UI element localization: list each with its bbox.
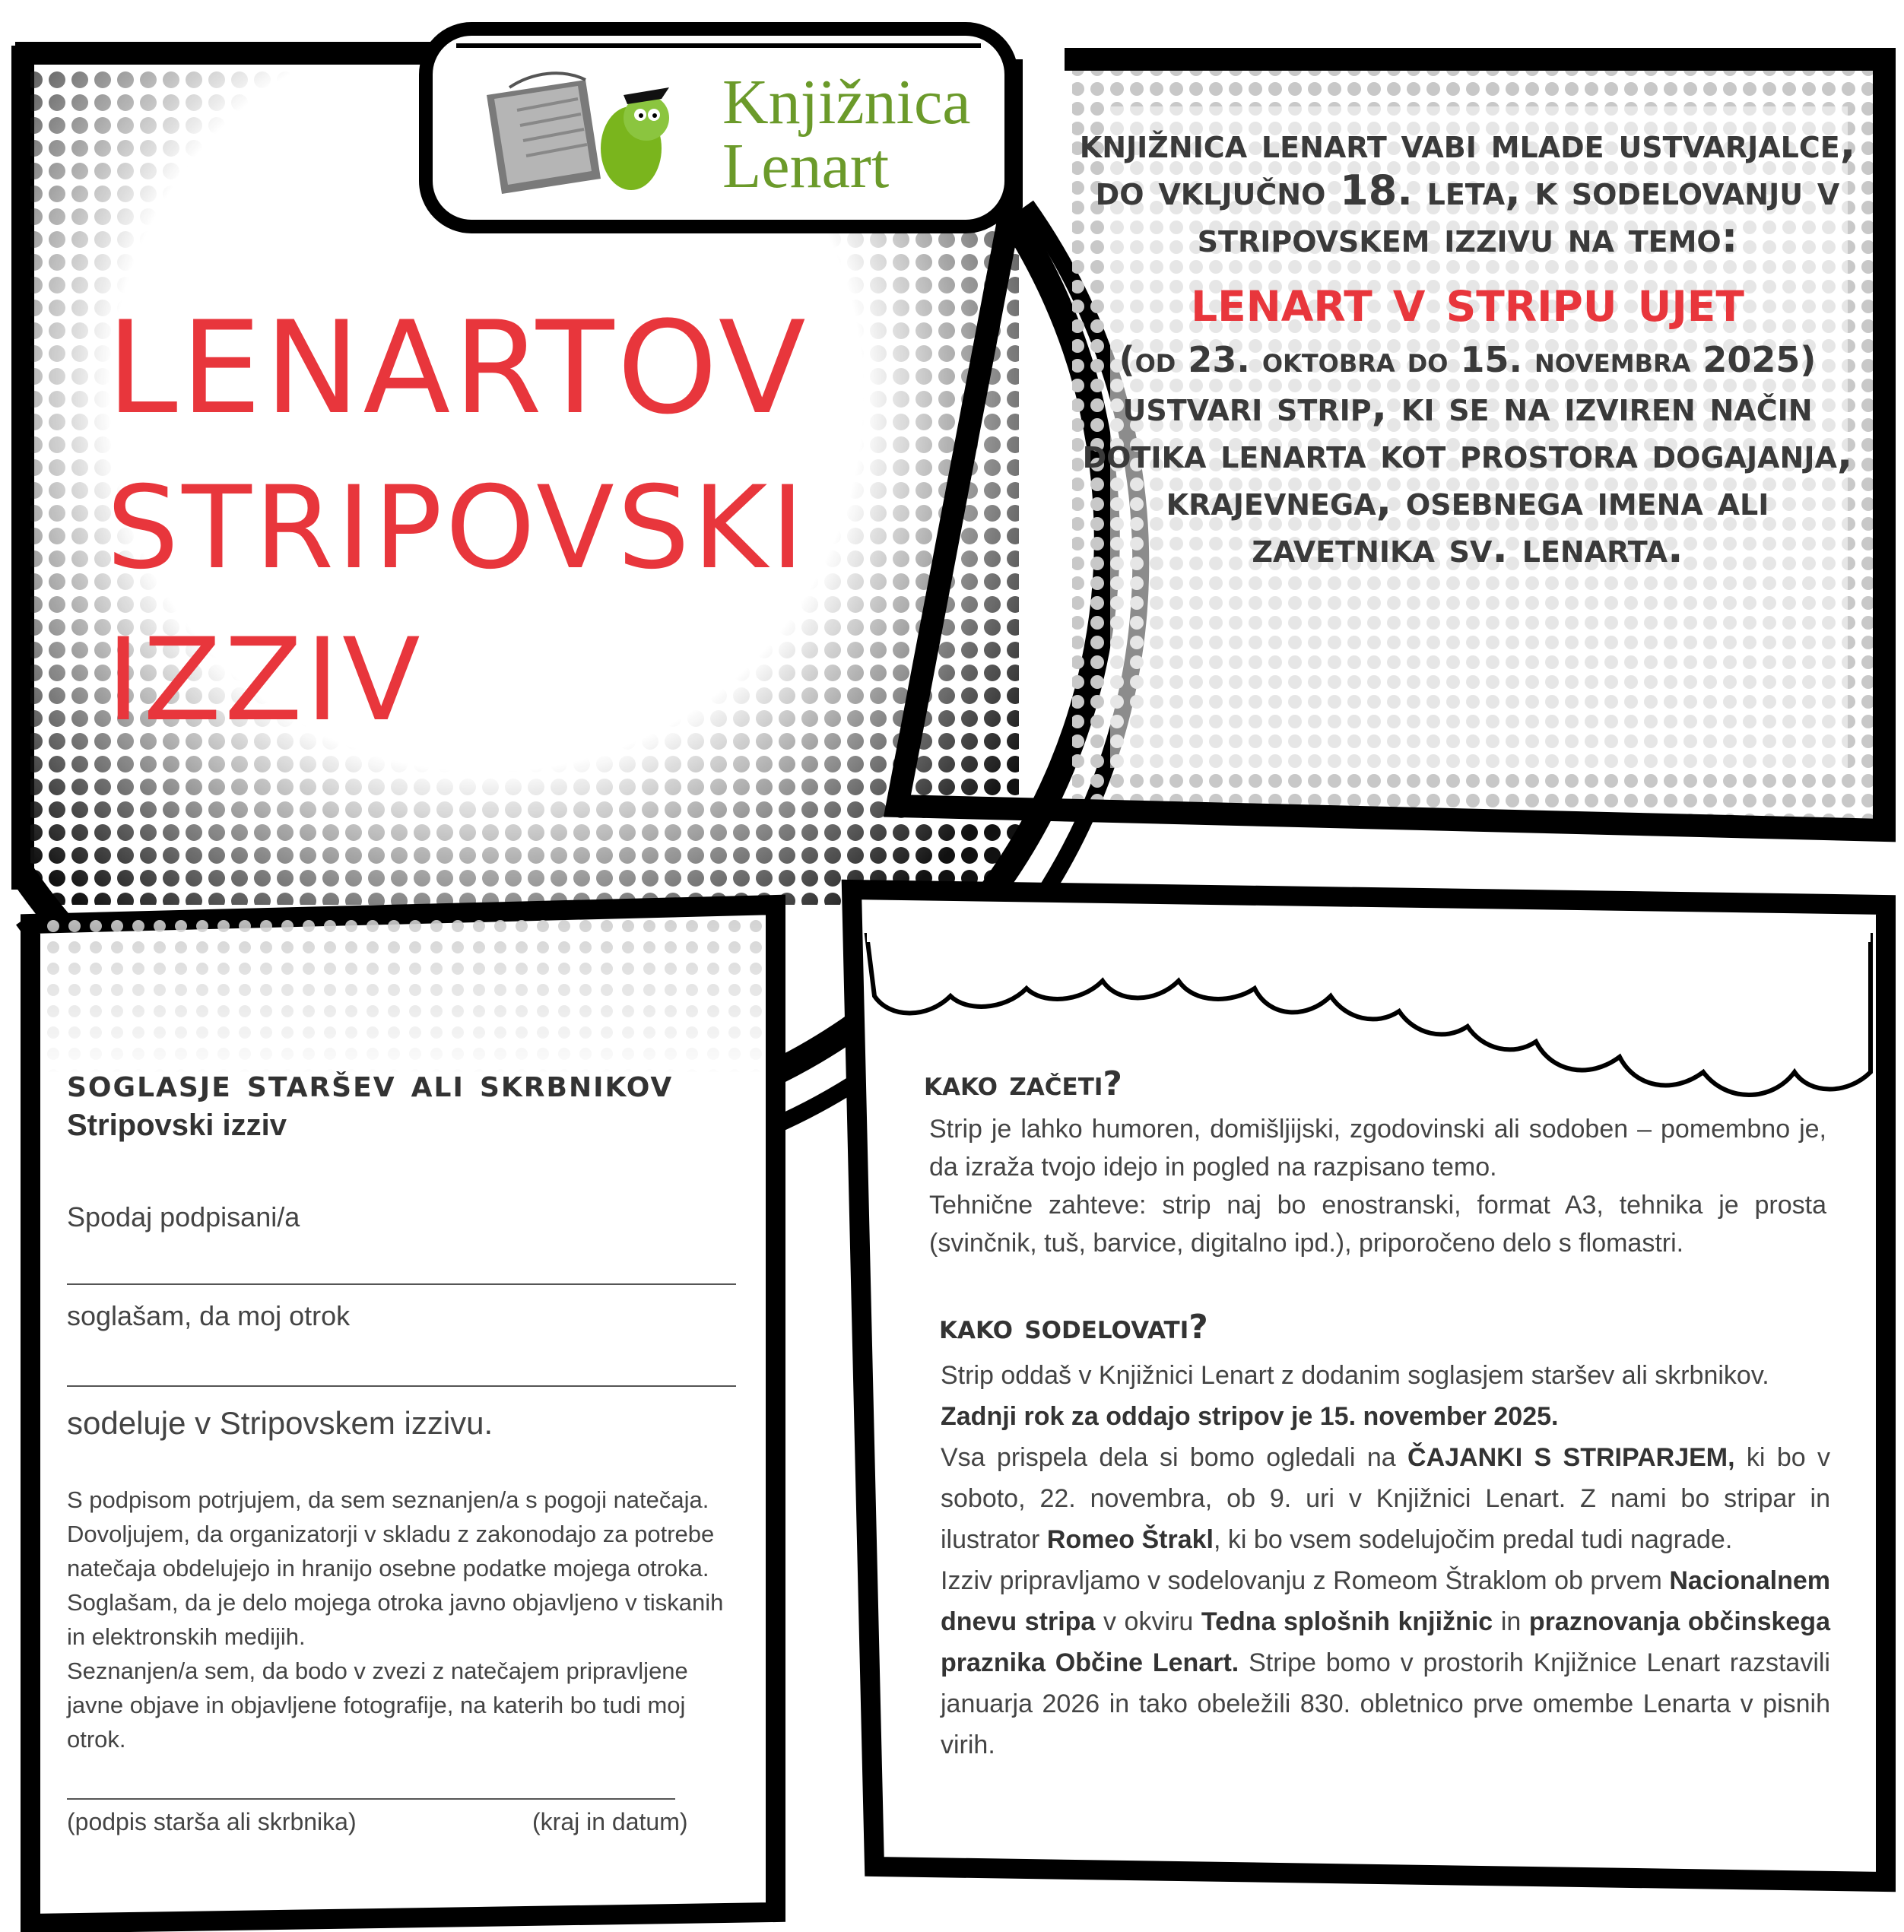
form-label-participates: sodeluje v Stripovskem izzivu.	[67, 1405, 493, 1441]
how-start-p1: Strip je lahko humoren, domišljijski, zgodovinski ali sodoben – pomembno je, da izraža tvojo idejo in pogled na razpisano temo.	[929, 1115, 1826, 1182]
consent-3: Soglašam, da je delo mojega otroka javno objavljeno v tiskanih in elektronskih medijih.	[67, 1589, 724, 1650]
p3-d: Tedna splošnih knjižnic	[1201, 1607, 1493, 1636]
consent-2: Dovoljujem, da organizatorji v skladu z zakonodajo za potrebe natečaja obdelujejo in hranijo osebne podatke mojega otroka.	[67, 1521, 715, 1581]
consent-4: Seznanjen/a sem, da bodo v zvezi z natečajem pripravljene javne objave in objavljene fotografije, na katerih bo tudi moj otrok.	[67, 1658, 688, 1753]
p2-event: ČAJANKI S STRIPARJEM,	[1407, 1443, 1735, 1472]
p2-artist: Romeo Štrakl	[1046, 1525, 1214, 1554]
form-label-signed: Spodaj podpisani/a	[67, 1201, 300, 1232]
intro-dates: (od 23. oktobra do 15. novembra 2025)	[1119, 339, 1817, 380]
title-line-1: LENARTOV	[106, 293, 809, 443]
form-name-line[interactable]	[67, 1283, 736, 1285]
how-join-p1: Strip oddaš v Knjižnici Lenart z dodanim soglasjem staršev ali skrbnikov.	[941, 1361, 1769, 1390]
title-line-3: IZZIV	[106, 614, 424, 747]
how-join-p3	[941, 1560, 1830, 1765]
how-start-heading: kako začeti?	[924, 1064, 1122, 1103]
how-start-text	[929, 1110, 1826, 1262]
p3-a: Izziv pripravljamo v sodelovanju z Romeom Štraklom ob prvem	[941, 1566, 1670, 1595]
intro-description: ustvari strip, ki se na izviren način dotika lenarta kot prostora dogajanja, krajevnega, osebnega imena ali zavetnika sv. lenarta.	[1082, 382, 1853, 572]
library-logo	[471, 57, 996, 209]
form-sign-label: (podpis starša ali skrbnika)	[67, 1808, 357, 1835]
intro-theme: lenart v stripu ujet	[1191, 267, 1744, 335]
p3-f: praznovanja občinskega praznika Občine Lenart.	[941, 1607, 1830, 1677]
how-join-p2	[941, 1437, 1830, 1560]
form-signature-line[interactable]	[67, 1798, 675, 1800]
form-consent	[67, 1483, 736, 1756]
form-subheading: Stripovski izziv	[67, 1109, 287, 1142]
consent-1: S podpisom potrjujem, da sem seznanjen/a s pogoji natečaja.	[67, 1486, 709, 1513]
form-date-label: (kraj in datum)	[532, 1808, 688, 1835]
book-worm-icon	[471, 65, 715, 201]
p3-c: v okviru	[1095, 1607, 1201, 1636]
form-label-agree: soglašam, da moj otrok	[67, 1300, 351, 1331]
intro-text: knjižnica lenart vabi mlade ustvarjalce, do vključno 18. leta, k sodelovanju v stripovskem izzivu na temo:	[1079, 119, 1856, 262]
title-line-2: STRIPOVSKI	[106, 462, 808, 595]
p2-c: ki bo v soboto, 22. novembra, ob 9. uri v Knjižnici Lenart. Z nami bo stripar in ilustrator	[941, 1443, 1830, 1554]
how-join-text	[941, 1355, 1830, 1765]
how-join-heading: kako sodelovati?	[939, 1308, 1208, 1347]
p2-a: Vsa prispela dela si bomo ogledali na	[941, 1443, 1408, 1472]
how-join-deadline: Zadnji rok za oddajo stripov je 15. november 2025.	[941, 1402, 1559, 1431]
form-child-line[interactable]	[67, 1385, 736, 1387]
p3-b: Nacionalnem dnevu stripa	[941, 1566, 1830, 1636]
p3-g: Stripe bomo v prostorih Knjižnice Lenart razstavili januarja 2026 in tako obeležili 830. obletnico prve omembe Lenarta v pisnih virih.	[941, 1648, 1830, 1759]
p2-e: , ki bo vsem sodelujočim predal tudi nagrade.	[1214, 1525, 1733, 1554]
p3-e: in	[1493, 1607, 1529, 1636]
logo-text-line1: Knjižnica	[722, 67, 971, 138]
form-heading: soglasje staršev ali skrbnikov	[67, 1061, 674, 1106]
how-start-p2: Tehnične zahteve: strip naj bo enostranski, format A3, tehnika je prosta (svinčnik, tuš, barvice, digitalno ipd.), priporočeno delo s flomastri.	[929, 1191, 1826, 1258]
intro-block	[1072, 120, 1863, 572]
logo-text-line2: Lenart	[722, 131, 890, 201]
